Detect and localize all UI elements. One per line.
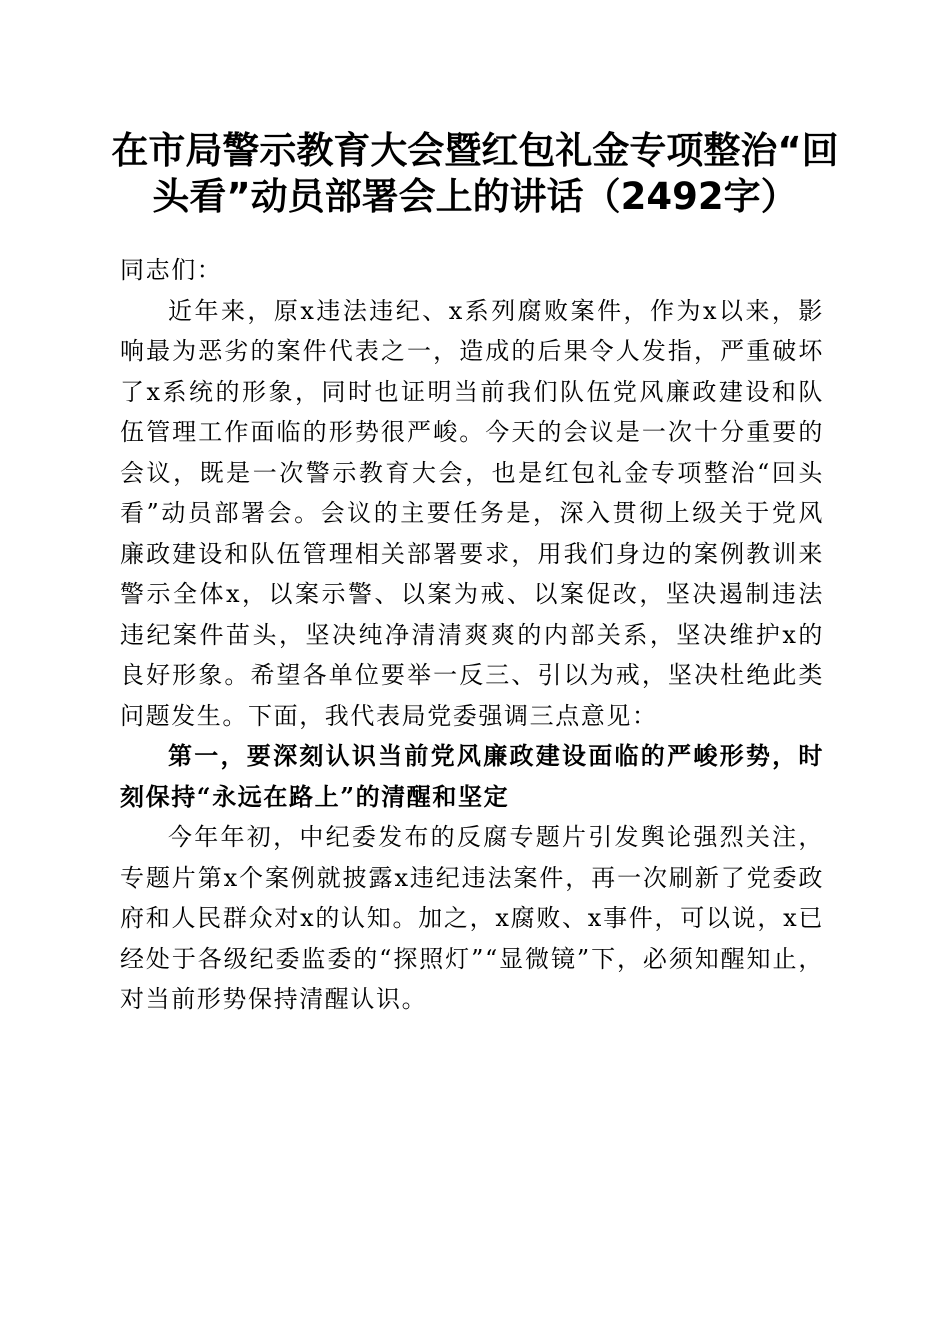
document-body [120,250,824,1020]
section-heading-1: 第一，要深刻认识当前党风廉政建设面临的严峻形势，时刻保持“永远在路上”的清醒和坚定 [120,741,824,811]
paragraph-intro: 近年来，原x违法违纪、x系列腐败案件，作为x以来，影响最为恶劣的案件代表之一，造成的后果令人发指，严重破坏了x系统的形象，同时也证明当前我们队伍党风廉政建设和队伍管理工作面临的形势很严峻。今天的会议是一次十分重要的会议，既是一次警示教育大会，也是红包礼金专项整治“回头看”动员部署会。会议的主要任务是，深入贯彻上级关于党风廉政建设和队伍管理相关部署要求，用我们身边的案例教训来警示全体x，以案示警、以案为戒、以案促改，坚决遏制违法违纪案件苗头，坚决纯净清清爽爽的内部关系，坚决维护x的良好形象。希望各单位要举一反三、引以为戒，坚决杜绝此类问题发生。下面，我代表局党委强调三点意见： [120,296,824,730]
salutation: 同志们： [120,256,223,284]
document-title: 在市局警示教育大会暨红包礼金专项整治“回头看”动员部署会上的讲话（2492字） [111,129,839,218]
paragraph-section-1: 今年年初，中纪委发布的反腐专题片引发舆论强烈关注，专题片第x个案例就披露x违纪违法案件，再一次刷新了党委政府和人民群众对x的认知。加之，x腐败、x事件，可以说，x已经处于各级纪委监委的“探照灯”“显微镜”下，必须知醒知止，对当前形势保持清醒认识。 [120,823,824,1013]
